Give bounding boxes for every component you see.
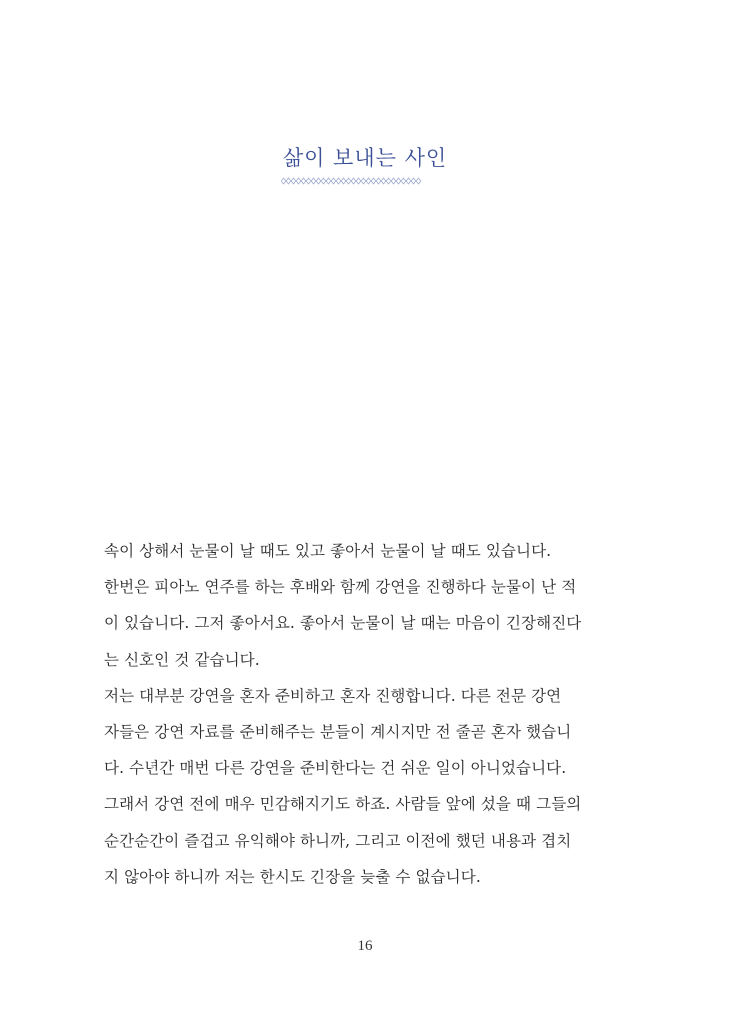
chapter-title: 삶이 보내는 사인 <box>282 146 448 170</box>
ornament-diamond <box>351 178 356 184</box>
ornament-diamond <box>331 178 336 184</box>
ornament-diamond <box>396 178 401 184</box>
ornament-diamond <box>401 178 406 184</box>
ornament-diamond <box>381 178 386 184</box>
ornament-diamond <box>411 178 416 184</box>
chapter-header <box>0 142 730 172</box>
ornament-diamond <box>361 178 366 184</box>
body-line: 그래서 강연 전에 매우 민감해지기도 하죠. 사람들 앞에 섰을 때 그들의 <box>104 795 582 814</box>
body-line: 지 않아야 하니까 저는 한시도 긴장을 늦출 수 없습니다. <box>104 867 481 886</box>
page-number: 16 <box>357 938 373 954</box>
body-line: 한번은 피아노 연주를 하는 후배와 함께 강연을 진행하다 눈물이 난 적 <box>104 578 577 597</box>
ornament-diamond <box>376 178 381 184</box>
body-line: 저는 대부분 강연을 혼자 준비하고 혼자 진행합니다. 다른 전문 강연 <box>104 686 562 705</box>
ornament-diamond <box>341 178 346 184</box>
ornament-diamond <box>291 178 296 184</box>
body-line: 자들은 강연 자료를 준비해주는 분들이 계시지만 전 줄곧 혼자 했습니 <box>104 722 572 741</box>
ornament-diamond <box>336 178 341 184</box>
ornament-diamond <box>386 178 391 184</box>
ornament-diamond <box>346 178 351 184</box>
ornament-diamond <box>371 178 376 184</box>
ornament-diamond <box>366 178 371 184</box>
ornament-diamond <box>296 178 301 184</box>
ornament-diamond <box>356 178 361 184</box>
ornament-diamond <box>306 178 311 184</box>
ornament-diamond <box>391 178 396 184</box>
ornament-diamond <box>416 178 421 184</box>
ornament-diamond <box>326 178 331 184</box>
ornament-diamond <box>311 178 316 184</box>
body-line: 는 신호인 것 같습니다. <box>104 650 260 669</box>
body-line: 다. 수년간 매번 다른 강연을 준비한다는 건 쉬운 일이 아니었습니다. <box>104 759 567 778</box>
ornament-diamond <box>286 178 291 184</box>
ornament-diamond <box>301 178 306 184</box>
body-line: 순간순간이 즐겁고 유익해야 하니까, 그리고 이전에 했던 내용과 겹치 <box>104 831 572 850</box>
body-text <box>104 533 604 895</box>
body-line: 이 있습니다. 그저 좋아서요. 좋아서 눈물이 날 때는 마음이 긴장해진다 <box>104 614 582 633</box>
ornament-diamond <box>406 178 411 184</box>
body-line: 속이 상해서 눈물이 날 때도 있고 좋아서 눈물이 날 때도 있습니다. <box>104 542 552 560</box>
title-ornament <box>281 177 423 185</box>
ornament-diamond <box>321 178 326 184</box>
ornament-diamond <box>281 178 286 184</box>
ornament-diamond <box>316 178 321 184</box>
